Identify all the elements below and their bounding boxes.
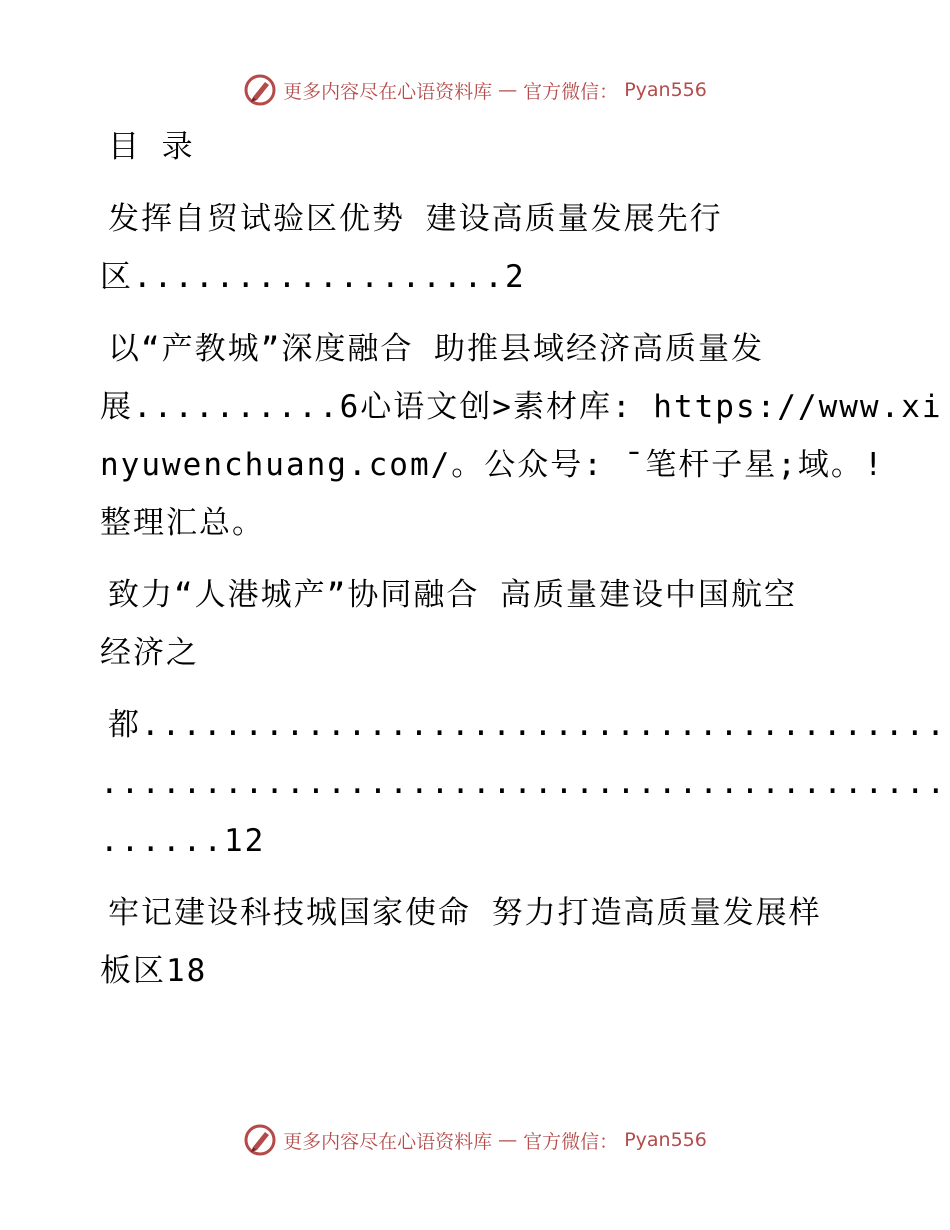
toc-entry-line: 整理汇总。: [100, 505, 265, 541]
header-banner: [0, 70, 950, 110]
banner-text: 更多内容尽在心语资料库: [283, 80, 493, 103]
pen-logo-icon: [243, 73, 277, 107]
banner-official: 官方微信：: [523, 1130, 619, 1153]
toc-entry-line: ......12: [100, 823, 266, 859]
toc-entry-line: 牢记建设科技城国家使命 努力打造高质量发展样: [108, 895, 822, 931]
toc-entry-line: .........................................: [100, 765, 948, 801]
toc-entry[interactable]: [100, 566, 860, 682]
toc-entry[interactable]: [100, 320, 943, 552]
banner-separator: —: [498, 79, 518, 101]
banner-handle: Pyan556: [624, 79, 707, 101]
footer-banner: [0, 1120, 950, 1160]
banner-separator: —: [498, 1129, 518, 1151]
pen-logo-icon: [243, 1123, 277, 1157]
toc-entry-line: 板区18: [100, 953, 208, 989]
banner-text: 更多内容尽在心语资料库: [283, 1130, 493, 1153]
toc-entry-line: 经济之: [100, 635, 199, 671]
table-of-contents: [100, 118, 948, 1000]
toc-entry[interactable]: [100, 884, 860, 1000]
banner-handle: Pyan556: [624, 1129, 707, 1151]
toc-entry-line: 致力“人港城产”协同融合 高质量建设中国航空: [108, 577, 797, 613]
toc-entry-line: 展..........6心语文创>素材库: https://www.xi: [100, 389, 943, 425]
toc-title: 目 录: [108, 129, 195, 165]
toc-entry-line: 发挥自贸试验区优势 建设高质量发展先行: [108, 201, 723, 237]
toc-entry-line: 区..................2: [100, 259, 526, 295]
toc-entry-line: 以“产教城”深度融合 助推县域经济高质量发: [108, 331, 764, 367]
toc-entry-line: 都.......................................: [108, 707, 947, 743]
toc-entry[interactable]: [100, 190, 860, 306]
toc-entry[interactable]: [100, 696, 948, 870]
toc-entry-line: nyuwenchuang.com/。公众号: ¯笔杆子星;域。!: [100, 447, 885, 483]
banner-official: 官方微信：: [523, 80, 619, 103]
